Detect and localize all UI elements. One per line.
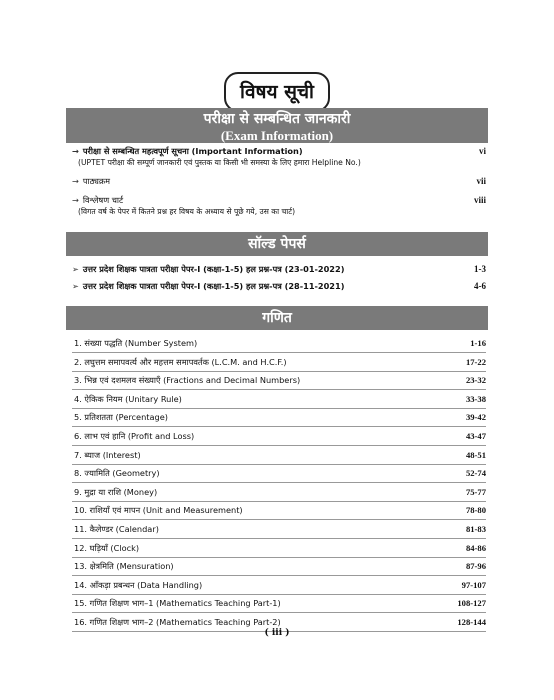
toc-label: ➢ उत्तर प्रदेश शिक्षक पात्रता परीक्षा पेपर-I (कक्षा-1-5) हल प्रश्न-पत्र (28-11-2021) (72, 281, 345, 291)
toc-row-maths[interactable] (72, 334, 486, 353)
toc-row-maths[interactable] (72, 464, 486, 483)
section-title-hindi: गणित (262, 310, 292, 326)
toc-sub-label: (UPTET परीक्षा की सम्पूर्ण जानकारी एवं पुस्तक या किसी भी समस्या के लिए हमारा Helpline No.) (78, 158, 361, 167)
arrow-icon: → (72, 176, 79, 186)
toc-label: 2. लघुत्तम समापवर्त्य और महत्तम समापवर्तक (L.C.M. and H.C.F.) (74, 356, 287, 367)
toc-page: 1-16 (470, 338, 486, 348)
toc-label: 7. ब्याज (Interest) (74, 449, 141, 460)
toc-page: 23-32 (465, 375, 486, 386)
toc-page: 81-83 (465, 524, 486, 534)
toc-row-maths[interactable] (72, 408, 486, 427)
toc-page: 97-107 (461, 579, 486, 590)
toc-label: 13. क्षेत्रमिति (Mensuration) (74, 561, 174, 572)
toc-page: 33-38 (465, 393, 486, 404)
toc-row-maths[interactable] (72, 371, 486, 390)
toc-label: 14. आँकड़ा प्रबन्धन (Data Handling) (74, 579, 203, 590)
toc-row-maths[interactable] (72, 594, 486, 613)
arrow-icon: → (72, 146, 79, 156)
toc-row-maths[interactable] (72, 353, 486, 372)
toc-label: 9. मुद्रा या राशि (Money) (74, 486, 158, 497)
toc-page: vi (478, 146, 486, 156)
section-title-english: (Exam Information) (220, 128, 334, 143)
page-title-wrap (0, 72, 554, 112)
toc-page: 39-42 (465, 412, 486, 423)
toc-label: 8. ज्यामिति (Geometry) (74, 468, 160, 479)
toc-label: → विश्लेषण चार्ट (72, 195, 124, 205)
toc-row-maths[interactable] (72, 539, 486, 558)
toc-page: 84-86 (465, 542, 486, 553)
toc-page: 128-144 (457, 617, 486, 627)
toc-row-maths[interactable] (72, 390, 486, 409)
chevron-right-icon: ➢ (72, 264, 79, 274)
toc-row-maths[interactable] (72, 427, 486, 446)
toc-page: 87-96 (465, 561, 486, 572)
section-banner-maths (66, 306, 488, 330)
section-banner-solved-papers (66, 232, 488, 256)
toc-label: → परीक्षा से सम्बन्धित महत्वपूर्ण सूचना (Important Information) (72, 146, 303, 156)
toc-page: viii (473, 195, 486, 205)
toc-label: 16. गणित शिक्षण भाग–2 (Mathematics Teaching Part-2) (74, 617, 281, 627)
toc-row-maths[interactable] (72, 446, 486, 465)
toc-label: 1. संख्या पद्धति (Number System) (74, 338, 198, 348)
section-title-hindi: सॉल्ड पेपर्स (248, 236, 306, 252)
toc-page: 4-6 (474, 281, 486, 291)
toc-page: 75-77 (465, 486, 486, 497)
toc-label: 3. भिन्न एवं दशमलव संख्याएँ (Fractions and Decimal Numbers) (74, 375, 301, 386)
arrow-icon: → (72, 195, 79, 205)
toc-row-maths[interactable] (72, 501, 486, 520)
toc-label: → पाठ्यक्रम (72, 176, 111, 186)
toc-page: vii (476, 176, 486, 186)
toc-page: 1-3 (474, 264, 486, 274)
toc-label: 15. गणित शिक्षण भाग–1 (Mathematics Teaching Part-1) (74, 598, 281, 609)
toc-sub-label: (विगत वर्ष के पेपर में कितने प्रश्न हर विषय के अध्याय से पूछे गये, उस का चार्ट) (78, 207, 296, 216)
toc-row-maths[interactable] (72, 557, 486, 576)
toc-label: 6. लाभ एवं हानि (Profit and Loss) (74, 431, 195, 441)
toc-label: 5. प्रतिशतता (Percentage) (74, 412, 168, 423)
page-title: विषय सूची (224, 72, 330, 112)
toc-label: ➢ उत्तर प्रदेश शिक्षक पात्रता परीक्षा पेपर-I (कक्षा-1-5) हल प्रश्न-पत्र (23-01-2022) (72, 264, 345, 274)
toc-label: 10. राशियाँ एवं मापन (Unit and Measurement) (74, 505, 243, 516)
toc-label: 4. ऐकिक नियम (Unitary Rule) (74, 393, 182, 404)
page-number: ( iii ) (264, 628, 290, 638)
section-banner-exam-info (66, 108, 488, 143)
toc-row-maths[interactable] (72, 576, 486, 595)
toc-label: 11. कैलेण्डर (Calendar) (74, 524, 159, 534)
chevron-right-icon: ➢ (72, 281, 79, 291)
toc-page: 52-74 (465, 468, 486, 479)
toc-page: 43-47 (465, 431, 486, 441)
toc-page: 108-127 (457, 598, 486, 609)
toc-row-maths[interactable] (72, 483, 486, 502)
section-title-hindi: परीक्षा से सम्बन्धित जानकारी (203, 111, 351, 127)
toc-page: 48-51 (465, 449, 486, 460)
toc-page: 17-22 (465, 356, 486, 367)
toc-label: 12. घड़ियाँ (Clock) (74, 542, 140, 553)
toc-row-maths[interactable] (72, 520, 486, 539)
toc-page: 78-80 (465, 505, 486, 516)
